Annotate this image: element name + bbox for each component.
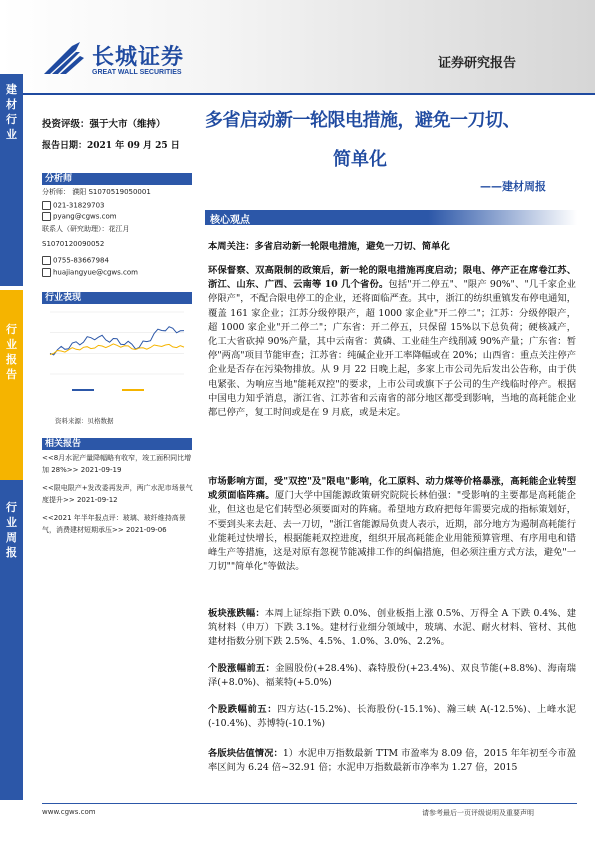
footer-note: 请参考最后一页评级说明及重要声明: [422, 809, 534, 817]
paragraph-6-lead: 各版块估值情况：: [208, 748, 283, 759]
related-section-header: 相关报告: [42, 438, 192, 450]
paragraph-1-lead: 环保督察、双高限制的政策后，新一轮的限电措施再度启动；限电、停产正在席卷江苏、浙江、山东、广西、云南等 10 几个省份。: [208, 265, 576, 291]
phone-2-text: 0755-83667984: [53, 256, 109, 265]
rating-label: 投资评级：: [42, 119, 90, 130]
trend-source: 资料来源：贝格数据: [55, 417, 114, 425]
phone-2: [42, 256, 109, 265]
email-2[interactable]: [42, 268, 138, 277]
contact-line: 联系人（研究助理）：花江月: [42, 225, 130, 233]
paragraph-5-lead: 个股跌幅前五：: [208, 704, 278, 715]
related-item[interactable]: <<2021 年半年报点评：玻璃、玻纤维持高景气，消费建材短期承压>> 2021-09-06: [42, 514, 186, 534]
phone-1: [42, 201, 105, 210]
paragraph-3: [208, 607, 576, 650]
mail-icon: [42, 268, 51, 277]
series-line-0: [50, 327, 184, 355]
date-label: 报告日期：: [42, 141, 88, 151]
logo-name: 长城证券: [92, 45, 185, 70]
analyst-section-header: 分析师: [42, 173, 192, 185]
phone-1-text: 021-31829703: [53, 201, 105, 210]
email-1[interactable]: [42, 212, 117, 221]
date-value: 2021 年 09 月 25 日: [87, 141, 180, 151]
phone-icon: [42, 256, 51, 265]
paragraph-5-text: 四方达(-15.2%)、长海股份(-15.1%)、瀚三峡 A(-12.5%)、上峰水泥(-10.4%)、苏博特(-10.1%): [208, 704, 576, 730]
focus-text: 多省启动新一轮限电措施，避免一刀切、简单化: [254, 241, 450, 252]
focus-label: 本周关注：: [208, 241, 255, 252]
report-title: 多省启动新一轮限电措施，避免一刀切、: [205, 110, 520, 131]
report-title-line2: 简单化: [333, 149, 387, 170]
paragraph-2: [208, 475, 576, 574]
core-view-bar: [205, 210, 577, 225]
email-2-text: huajiangyue@cgws.com: [53, 268, 138, 277]
paragraph-6-text: 1）水泥申万指数最新 TTM 市盈率为 8.09 倍，2015 年年初至今市盈率区间为 6.24 倍~32.91 倍；水泥申万指数最新市净率为 1.27 倍，2015: [208, 748, 576, 774]
logo-name-en: GREAT WALL SECURITIES: [92, 69, 182, 76]
report-date: [42, 138, 180, 151]
related-item[interactable]: <<8月水泥产量降幅略有收窄，竣工面积同比增加 28%>> 2021-09-19: [42, 454, 192, 474]
contact-id: S1070120090052: [42, 240, 105, 248]
paragraph-6: [208, 747, 576, 775]
sidebar-sector-label: 建材行业: [6, 83, 17, 141]
trend-section-header: 行业表现: [42, 292, 192, 304]
sidebar-category-label: 行业报告: [6, 323, 17, 381]
header-background: [0, 0, 595, 95]
sidebar-category: [0, 290, 23, 480]
related-item[interactable]: <<限电限产+发改委再发声，两广水泥市场景气度提升>> 2021-09-12: [42, 484, 193, 504]
analyst-line: 分析师： 濮阳 S1070519050001: [42, 188, 151, 196]
report-subtitle: ——建材周报: [480, 180, 546, 193]
paragraph-1: [208, 264, 576, 420]
series-line-1: [50, 344, 184, 355]
footer-rule: [42, 803, 577, 804]
paragraph-1-text: 包括"开二停五"、"限产 90%"、"几千家企业停限产"，不配合限电停工的企业，还将面临严查。其中，浙江的纺织重镇发布停电通知，覆盖 161 家企业；江苏分级停限产，超 1000 家企业"开二停二"；江苏：分级停限产，超 1000 家企业"开二停二"；广东省：开二停五，只保留 15%以下总负荷；硬核减产，化工大省砍掉 90%产量，其中云南省：黄磷、工业硅生产线削减 90%产量；广东省：暂停"两高"项目节能审查；江苏省：纯碱企业开工率降幅或在 20%；山西省：重点关注停产企业是否存在污染物排放。从 9 月 22 日晚上起，多家上市公司先后发出公告称，由于供电紧张、为响应当地"能耗双控"的要求，上市公司或旗下子公司的生产线临时停产。根据中国电力知乎消息，浙江省、江苏省和云南省的部分地区都受到影响，当地的高耗能企业都已停产，复工时间或是在 9 月底，或是未定。: [208, 279, 576, 419]
paragraph-4-text: 金圆股份(+28.4%)、森特股份(+23.4%)、双良节能(+8.8%)、海南瑞泽(+8.0%)、福莱特(+5.0%): [208, 663, 576, 689]
paragraph-2-lead: 市场影响方面，受"双控"及"限电"影响，化工原料、动力煤等价格暴涨，高耗能企业转型或须面临阵痛。: [208, 476, 576, 502]
core-view-label: 核心观点: [210, 215, 250, 226]
paragraph-4: [208, 662, 576, 690]
sidebar-series-label: 行业周报: [6, 501, 17, 559]
paragraph-4-lead: 个股涨幅前五：: [208, 663, 276, 674]
phone-icon: [42, 201, 51, 210]
paragraph-3-text: 本周上证综指下跌 0.0%、创业板指上涨 0.5%、万得全 A 下跌 0.4%、建筑材料（申万）下跌 3.1%。建材行业细分领域中，玻璃、水泥、耐火材料、管材、其他建材指数分别下跌 2.5%、4.5%、1.0%、3.0%、2.2%。: [208, 608, 576, 648]
related-list: [42, 452, 197, 536]
logo-icon: [42, 40, 86, 76]
trend-chart: [42, 306, 192, 396]
paragraph-2-text: 厦门大学中国能源政策研究院院长林伯强："受影响的主要都是高耗能企业，但这也是它们转型必须要面对的阵痛。希望地方政府把每年需要完成的指标策划好，不要到头来去赶、去一刀切，"浙江省能源局负责人表示，近期，部分地方为遏制高耗能行业能耗过快增长，根据能耗双控进度，组织开展高耗能企业用能预算管理、有序用电和错峰生产等措施，这是对原有忽视节能减排工作的纠偏措施，但必须注重方式方法，避免"一刀切""简单化"等做法。: [208, 490, 576, 573]
weekly-focus: [208, 240, 576, 254]
sidebar-series: [0, 480, 23, 800]
paragraph-3-lead: 板块涨跌幅：: [208, 608, 265, 619]
header-rule: [0, 93, 595, 95]
rating: [42, 116, 166, 130]
sidebar-sector: [0, 74, 23, 286]
paragraph-5: [208, 703, 576, 731]
rating-value: 强于大市（维持）: [89, 119, 166, 130]
email-1-text: pyang@cgws.com: [53, 212, 117, 221]
report-type: 证券研究报告: [438, 56, 517, 71]
mail-icon: [42, 212, 51, 221]
footer-url[interactable]: www.cgws.com: [42, 808, 96, 816]
